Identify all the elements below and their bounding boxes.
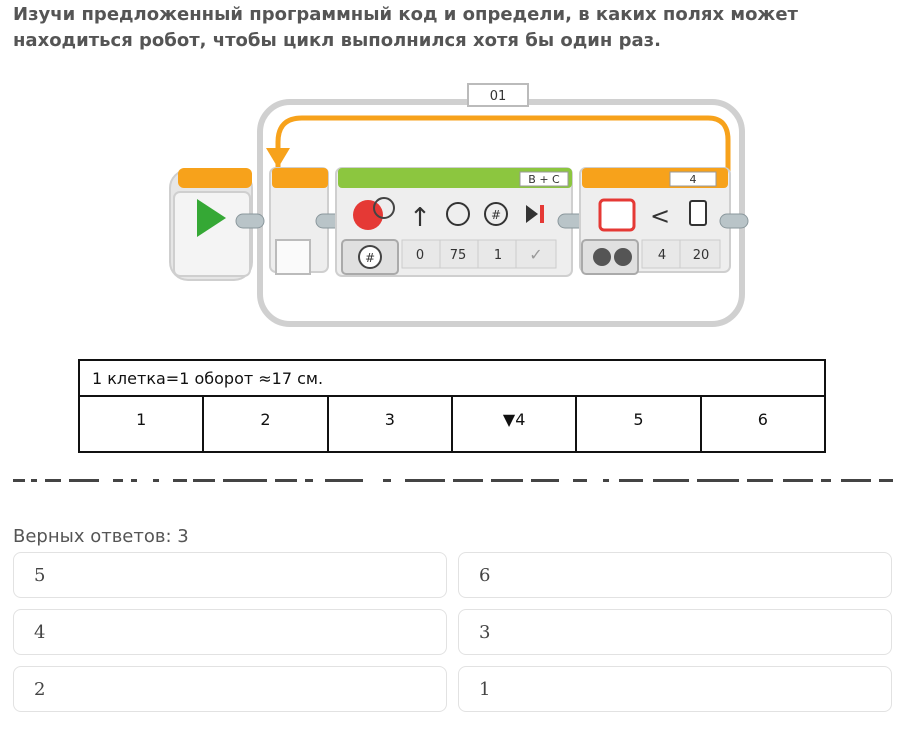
rotations-value[interactable]: 1	[493, 248, 503, 263]
loop-exit-icon	[600, 200, 634, 230]
ultrasonic-sensor-icon	[690, 201, 706, 225]
correct-answers-count: Верных ответов: 3	[13, 526, 189, 547]
threshold-value[interactable]: 20	[692, 248, 710, 263]
compare-sign: <	[649, 202, 671, 230]
question-text: Изучи предложенный программный код и определи, в каких полях может находиться робот, чтобы цикл выполнился хотя бы один раз.	[13, 4, 798, 51]
field-cell-6: 6	[701, 396, 825, 452]
mode-compare-icon[interactable]	[593, 248, 611, 266]
sensor-port-label[interactable]: 4	[689, 173, 697, 186]
field-cell-2: 2	[203, 396, 327, 452]
svg-text:#: #	[490, 208, 502, 222]
answer-option[interactable]: 6	[458, 552, 892, 598]
ev3-program	[160, 80, 770, 350]
answer-option[interactable]: 1	[458, 666, 892, 712]
field-cell-1: 1	[79, 396, 203, 452]
move-steering-block[interactable]	[336, 168, 586, 276]
arrow-up-icon: ↑	[409, 203, 431, 233]
steering-value[interactable]: 0	[415, 248, 425, 263]
steering-motor-icon	[353, 200, 383, 230]
compare-type-value[interactable]: 4	[657, 248, 667, 263]
start-block[interactable]	[170, 168, 264, 280]
answer-option[interactable]: 4	[13, 609, 447, 655]
cropped-text-divider	[13, 476, 893, 486]
motor-ports-label[interactable]: B + C	[528, 173, 560, 186]
field-cell-5: 5	[576, 396, 700, 452]
field-table	[78, 359, 826, 453]
loop-condition-block[interactable]	[580, 168, 748, 274]
loop-name-label[interactable]: 01	[489, 89, 507, 104]
answer-option[interactable]: 3	[458, 609, 892, 655]
field-cell-4-robot: ▼4	[452, 396, 576, 452]
svg-text:#: #	[364, 251, 376, 265]
answer-option[interactable]: 5	[13, 552, 447, 598]
answer-option[interactable]: 2	[13, 666, 447, 712]
field-note: 1 клетка=1 оборот ≈17 см.	[79, 360, 825, 396]
brake-check-icon[interactable]: ✓	[529, 245, 543, 264]
power-value[interactable]: 75	[449, 248, 467, 263]
field-cell-3: 3	[328, 396, 452, 452]
